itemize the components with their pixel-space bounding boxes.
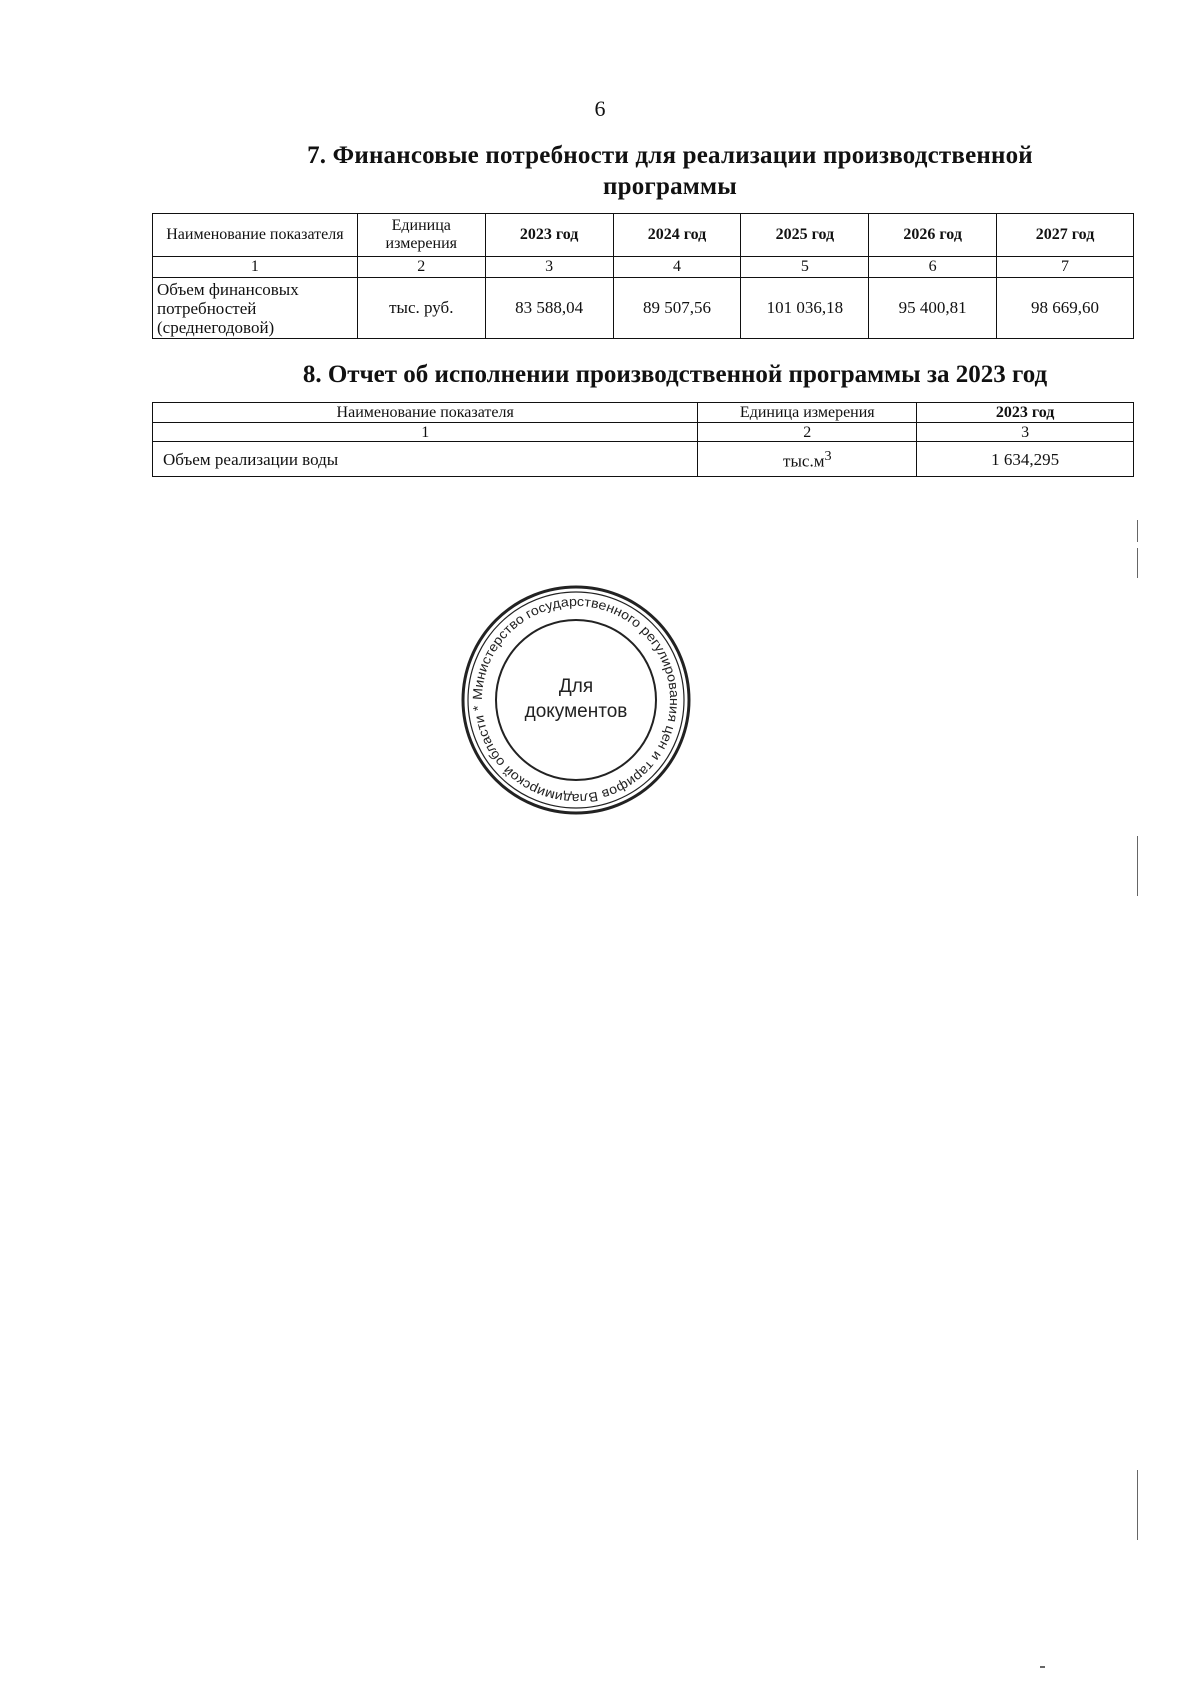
value-2026: 95 400,81	[869, 278, 997, 339]
financial-needs-table	[152, 213, 1134, 339]
header-year-2023: 2023 год	[917, 403, 1134, 423]
indicator-unit: тыс. руб.	[357, 278, 485, 339]
column-number-row	[153, 257, 1134, 278]
column-number: 7	[997, 257, 1134, 278]
unit-text: тыс.м	[783, 451, 825, 471]
stamp-center-line: документов	[524, 701, 628, 722]
value-2025: 101 036,18	[741, 278, 869, 339]
header-indicator-name: Наименование показателя	[153, 403, 698, 423]
column-number: 1	[153, 423, 698, 442]
table-header-row	[153, 214, 1134, 257]
value-2023: 1 634,295	[917, 442, 1134, 477]
table-row	[153, 442, 1134, 477]
scan-mark	[1040, 1666, 1045, 1668]
official-stamp	[460, 584, 692, 816]
value-2024: 89 507,56	[613, 278, 741, 339]
column-number: 5	[741, 257, 869, 278]
column-number: 3	[917, 423, 1134, 442]
scan-mark	[1137, 1470, 1138, 1540]
header-indicator-name: Наименование показателя	[153, 214, 358, 257]
column-number: 6	[869, 257, 997, 278]
section-8-heading: 8. Отчет об исполнении производственной программы за 2023 год	[302, 361, 1048, 388]
table-row	[153, 278, 1134, 339]
indicator-name: Объем финансовых потребностей (среднегодовой)	[153, 278, 358, 339]
stamp-ring-text: Министерство государственного регулирования цен и тарифов Владимирской области *	[469, 593, 683, 807]
indicator-unit	[698, 442, 917, 477]
scan-mark	[1137, 520, 1138, 542]
scan-mark	[1137, 548, 1138, 578]
header-year-2023: 2023 год	[485, 214, 613, 257]
column-number-row	[153, 423, 1134, 442]
header-unit: Единица измерения	[357, 214, 485, 257]
table-header-row	[153, 403, 1134, 423]
column-number: 2	[357, 257, 485, 278]
column-number: 2	[698, 423, 917, 442]
header-year-2024: 2024 год	[613, 214, 741, 257]
header-year-2026: 2026 год	[869, 214, 997, 257]
header-year-2025: 2025 год	[741, 214, 869, 257]
column-number: 4	[613, 257, 741, 278]
indicator-name: Объем реализации воды	[153, 442, 698, 477]
page-number: 6	[594, 96, 606, 121]
unit-superscript: 3	[824, 448, 832, 465]
scan-mark	[1137, 836, 1138, 896]
header-unit: Единица измерения	[698, 403, 917, 423]
column-number: 3	[485, 257, 613, 278]
column-number: 1	[153, 257, 358, 278]
stamp-center-line: Для	[558, 676, 594, 697]
program-report-table	[152, 402, 1134, 477]
value-2023: 83 588,04	[485, 278, 613, 339]
header-year-2027: 2027 год	[997, 214, 1134, 257]
value-2027: 98 669,60	[997, 278, 1134, 339]
section-7-heading: 7. Финансовые потребности для реализации производственной программы	[307, 142, 1033, 200]
stamp-center-text	[460, 674, 692, 724]
